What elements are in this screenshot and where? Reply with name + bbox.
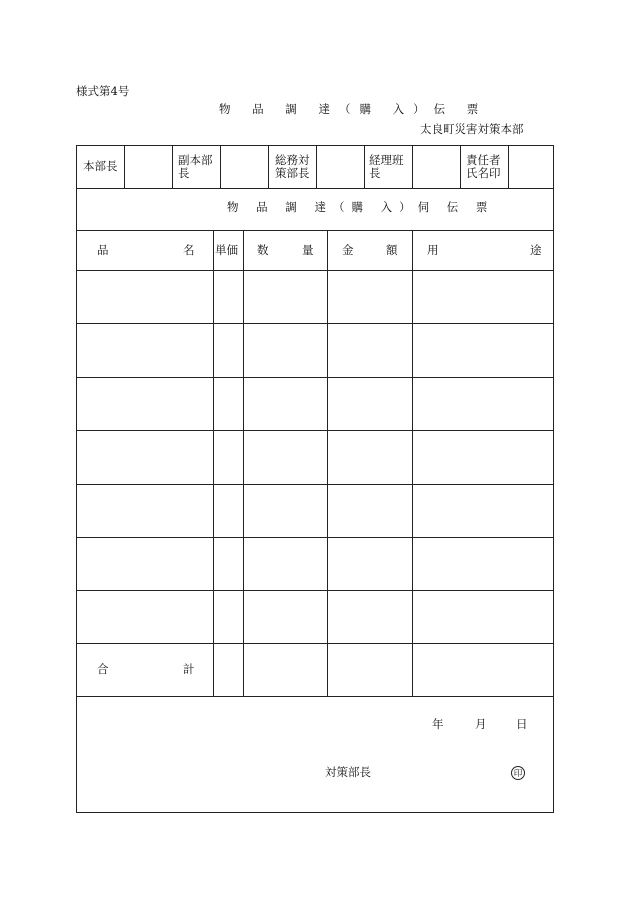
divider xyxy=(77,323,553,324)
total-label-left: 合 xyxy=(97,662,109,676)
organization-name: 太良町災害対策本部 xyxy=(420,122,524,136)
divider xyxy=(77,230,553,231)
date-year-label: 年 xyxy=(432,717,444,731)
approval-responsible-label: 責任者氏名印 xyxy=(466,153,501,180)
divider xyxy=(243,230,244,696)
divider xyxy=(77,696,553,697)
total-label-right: 計 xyxy=(183,662,195,676)
divider xyxy=(220,146,221,188)
divider xyxy=(77,377,553,378)
divider xyxy=(316,146,317,188)
procurement-form xyxy=(76,145,554,813)
column-item-right: 名 xyxy=(183,243,195,257)
divider xyxy=(508,146,509,188)
date-month-label: 月 xyxy=(475,717,487,731)
divider xyxy=(412,146,413,188)
divider xyxy=(77,537,553,538)
approval-head-label: 本部長 xyxy=(83,159,118,173)
divider xyxy=(77,484,553,485)
divider xyxy=(77,270,553,271)
document-title: 物 品 調 達（購 入）伝 票 xyxy=(219,102,488,116)
divider xyxy=(364,146,365,188)
approval-accounting-label: 経理班長 xyxy=(369,153,404,180)
divider xyxy=(77,590,553,591)
column-amount-left: 金 xyxy=(342,243,354,257)
column-purpose-left: 用 xyxy=(427,243,439,257)
date-day-label: 日 xyxy=(516,717,528,731)
divider xyxy=(124,146,125,188)
divider xyxy=(172,146,173,188)
signer-label: 対策部長 xyxy=(325,765,371,779)
divider xyxy=(268,146,269,188)
column-quantity-right: 量 xyxy=(302,243,314,257)
form-number: 様式第4号 xyxy=(76,84,130,98)
column-amount-right: 額 xyxy=(386,243,398,257)
approval-deputy-label: 副本部長 xyxy=(178,153,213,180)
divider xyxy=(77,430,553,431)
divider xyxy=(77,643,553,644)
divider xyxy=(460,146,461,188)
column-purpose-right: 途 xyxy=(530,243,542,257)
divider xyxy=(213,230,214,696)
approval-general-affairs-label: 総務対策部長 xyxy=(275,153,310,180)
divider xyxy=(412,230,413,696)
request-title: 物 品 調 達（購 入）伺 伝 票 xyxy=(227,200,495,214)
column-unit-price: 単価 xyxy=(215,243,238,257)
divider xyxy=(77,188,553,189)
column-quantity-left: 数 xyxy=(257,243,269,257)
seal-icon: 印 xyxy=(511,766,525,780)
column-item-left: 品 xyxy=(97,243,109,257)
divider xyxy=(327,230,328,696)
